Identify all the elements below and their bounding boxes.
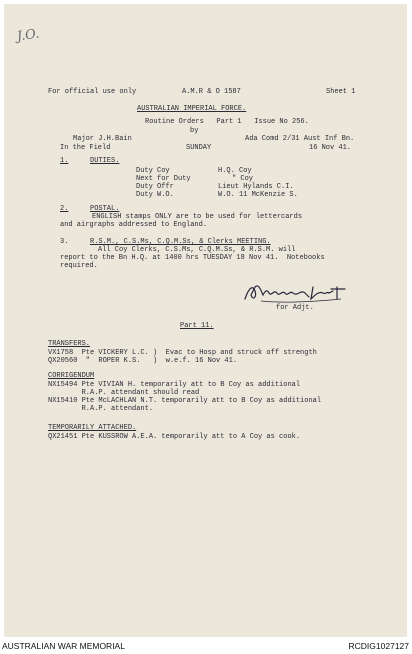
routine-orders-line: Routine Orders Part 1 Issue No 256. bbox=[145, 118, 309, 126]
handwritten-annotation: J.O. bbox=[15, 26, 41, 45]
corrigendum-heading: CORRIGENDUM bbox=[48, 372, 95, 380]
duty-value: " Coy bbox=[232, 175, 254, 183]
duty-value: Lieut Hylands C.I. bbox=[218, 183, 294, 191]
footer-institution: AUSTRALIAN WAR MEMORIAL bbox=[2, 641, 125, 651]
by-label: by bbox=[190, 127, 199, 135]
document-page bbox=[4, 4, 407, 637]
amr-reference: A.M.R & O 1587 bbox=[182, 88, 241, 96]
duty-label: Duty Offr bbox=[136, 183, 174, 191]
signature-mark bbox=[241, 281, 353, 305]
transfer-line: QX20560 " ROPER K.S. ) w.e.f. 16 Nov 41. bbox=[48, 357, 238, 365]
for-adjt-label: for Adjt. bbox=[276, 304, 314, 312]
meeting-number: 3. bbox=[60, 238, 69, 246]
official-use-label: For official use only bbox=[48, 88, 137, 96]
force-title: AUSTRALIAN IMPERIAL FORCE. bbox=[137, 105, 247, 113]
duty-label: Next for Duty bbox=[136, 175, 191, 183]
transfer-line: VX1758 Pte VICKERY L.C. ) Evac to Hosp and struck off strength bbox=[48, 349, 317, 357]
duties-number: 1. bbox=[60, 157, 69, 165]
footer-record-id: RCDIG1027127 bbox=[348, 641, 409, 651]
archive-footer bbox=[0, 640, 412, 654]
field-label: In the Field bbox=[60, 144, 111, 152]
meeting-line: All Coy Clerks, C.S.Ms, C.Q.M.Ss, & R.S.M. will bbox=[98, 246, 296, 254]
meeting-line: report to the Bn H.Q. at 1400 hrs TUESDAY 18 Nov 41. Notebooks bbox=[60, 254, 325, 262]
duty-label: Duty W.O. bbox=[136, 191, 174, 199]
duties-heading: DUTIES. bbox=[90, 157, 120, 165]
sheet-number: Sheet 1 bbox=[326, 88, 356, 96]
postal-line: ENGLISH stamps ONLY are to be used for lettercards bbox=[92, 213, 303, 221]
corrigendum-line: NX15494 Pte VIVIAN H. temporarily att to B Coy as additional bbox=[48, 381, 301, 389]
meeting-line: required. bbox=[60, 262, 98, 270]
corrigendum-line: NX15410 Pte McLACHLAN N.T. temporarily att to B Coy as additional bbox=[48, 397, 322, 405]
day-label: SUNDAY bbox=[186, 144, 212, 152]
duty-value: W.O. 11 McKenzie S. bbox=[218, 191, 298, 199]
postal-line: and airgraphs addressed to England. bbox=[60, 221, 208, 229]
corrigendum-line: R.A.P. attendant should read bbox=[48, 389, 200, 397]
ada-command: Ada Comd 2/31 Aust Inf Bn. bbox=[245, 135, 355, 143]
duty-label: Duty Coy bbox=[136, 167, 170, 175]
duty-value: H.Q. Coy bbox=[218, 167, 252, 175]
transfers-heading: TRANSFERS. bbox=[48, 340, 91, 348]
attached-heading: TEMPORARILY ATTACHED. bbox=[48, 424, 137, 432]
major-name: Major J.H.Bain bbox=[73, 135, 132, 143]
postal-number: 2. bbox=[60, 205, 69, 213]
part-two-heading: Part 11. bbox=[180, 322, 214, 330]
postal-heading: POSTAL. bbox=[90, 205, 120, 213]
date-label: 16 Nov 41. bbox=[309, 144, 352, 152]
meeting-heading: R.S.M., C.S.Ms, C.Q.M.Ss, & Clerks MEETING. bbox=[90, 238, 271, 246]
attached-line: QX21451 Pte KUSSROW A.E.A. temporarily att to A Coy as cook. bbox=[48, 433, 301, 441]
corrigendum-line: R.A.P. attendant. bbox=[48, 405, 154, 413]
